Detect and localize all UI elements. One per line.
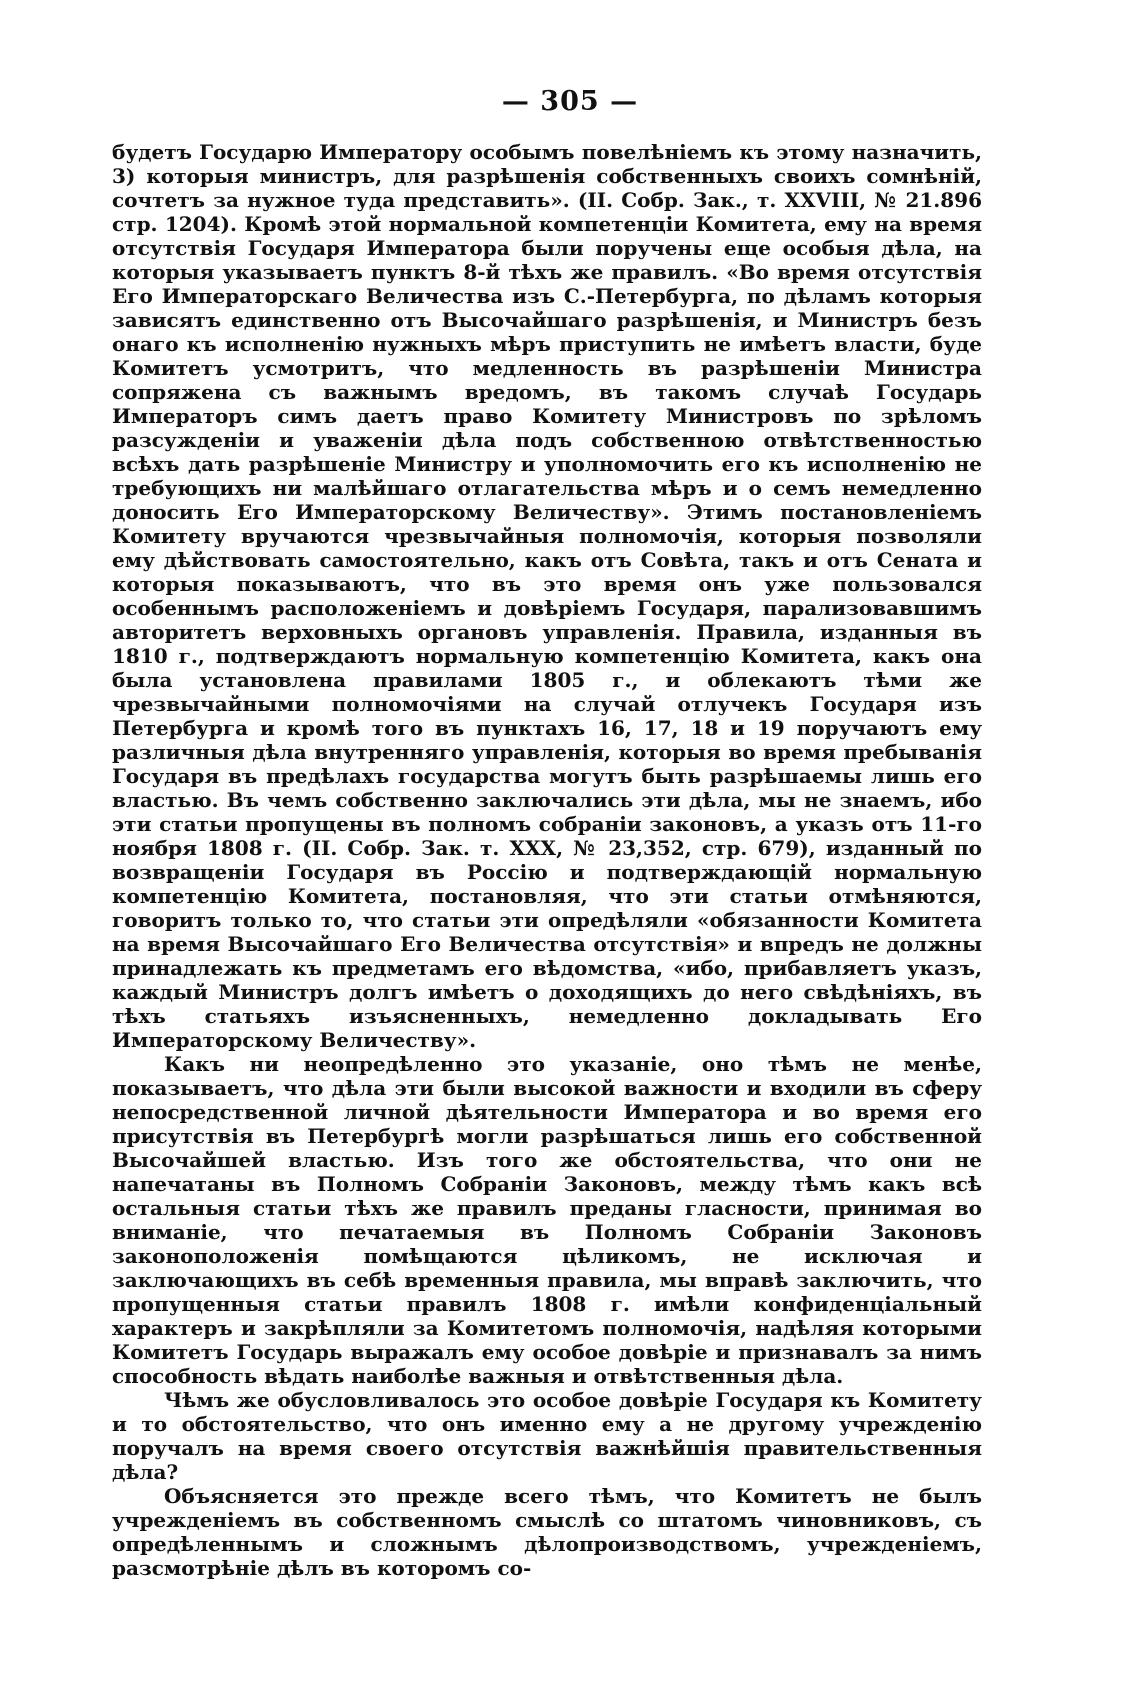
paragraph-3: Чѣмъ же обусловливалось это особое довѣріе Государя къ Комитету и то обстоятельство, что онъ именно ему а не другому учрежденію поручалъ на время своего отсутствія важнѣйшія правительственныя дѣла?: [112, 1388, 982, 1484]
paragraph-4: Объясняется это прежде всего тѣмъ, что Комитетъ не былъ учрежденіемъ въ собственномъ смыслѣ со штатомъ чиновниковъ, съ опредѣленнымъ и сложнымъ дѣлопроизводствомъ, учрежденіемъ, разсмотрѣніе дѣлъ въ которомъ со-: [112, 1484, 982, 1580]
paragraph-2: Какъ ни неопредѣленно это указаніе, оно тѣмъ не менѣе, показываетъ, что дѣла эти были высокой важности и входили въ сферу непосредственной личной дѣятельности Императора и во время его присутствія въ Петербургѣ могли разрѣшаться лишь его собственной Высочайшей властью. Изъ того же обстоятельства, что они не напечатаны въ Полномъ Собраніи Законовъ, между тѣмъ какъ всѣ остальныя статьи тѣхъ же правилъ преданы гласности, принимая во вниманіе, что печатаемыя въ Полномъ Собраніи Законовъ законоположенія помѣщаются цѣликомъ, не исключая и заключающихъ въ себѣ временныя правила, мы вправѣ заключить, что пропущенныя статьи правилъ 1808 г. имѣли конфиденціальный характеръ и закрѣпляли за Комитетомъ полномочія, надѣляя которыми Комитетъ Государь выражалъ ему особое довѣріе и признавалъ за нимъ способность вѣдать наиболѣе важныя и отвѣтственныя дѣла.: [112, 1052, 982, 1388]
paragraph-1: будетъ Государю Императору особымъ повелѣніемъ къ этому назначить, 3) которыя министръ, для разрѣшенія собственныхъ своихъ сомнѣній, сочтетъ за нужное туда представить». (II. Собр. Зак., т. XXVIII, № 21.896 стр. 1204). Кромѣ этой нормальной компетенціи Комитета, ему на время отсутствія Государя Императора были поручены еще особыя дѣла, на которыя указываетъ пунктъ 8-й тѣхъ же правилъ. «Во время отсутствія Его Императорскаго Величества изъ С.-Петербурга, по дѣламъ которыя зависятъ единственно отъ Высочайшаго разрѣшенія, и Министръ безъ онаго къ исполненію нужныхъ мѣръ приступить не имѣетъ власти, буде Комитетъ усмотритъ, что медленность въ разрѣшеніи Министра сопряжена съ важнымъ вредомъ, въ такомъ случаѣ Государь Императоръ симъ даетъ право Комитету Министровъ по зрѣломъ разсужденіи и уваженіи дѣла подъ собственною отвѣтственностью всѣхъ дать разрѣшеніе Министру и уполномочить его къ исполненію не требующихъ ни малѣйшаго отлагательства мѣръ и о семъ немедленно доносить Его Императорскому Величеству». Этимъ постановленіемъ Комитету вручаются чрезвычайныя полномочія, которыя позволяли ему дѣйствовать самостоятельно, какъ отъ Совѣта, такъ и отъ Сената и которыя показываютъ, что въ это время онъ уже пользовался особеннымъ расположеніемъ и довѣріемъ Государя, парализовавшимъ авторитетъ верховныхъ органовъ управленія. Правила, изданныя въ 1810 г., подтверждаютъ нормальную компетенцію Комитета, какъ она была установлена правилами 1805 г., и облекаютъ тѣми же чрезвычайными полномочіями на случай отлучекъ Государя изъ Петербурга и кромѣ того въ пунктахъ 16, 17, 18 и 19 поручаютъ ему различныя дѣла внутренняго управленія, которыя во время пребыванія Государя въ предѣлахъ государства могутъ быть разрѣшаемы лишь его властью. Въ чемъ собственно заключались эти дѣла, мы не знаемъ, ибо эти статьи пропущены въ полномъ собраніи законовъ, а указъ отъ 11-го ноября 1808 г. (II. Собр. Зак. т. XXX, № 23,352, стр. 679), изданный по возвращеніи Государя въ Россію и подтверждающій нормальную компетенцію Комитета, постановляя, что эти статьи отмѣняются, говоритъ только то, что статьи эти опредѣляли «обязанности Комитета на время Высочайшаго Его Величества отсутствія» и впредъ не должны принадлежать къ предметамъ его вѣдомства, «ибо, прибавляетъ указъ, каждый Министръ долгъ имѣетъ о доходящихъ до него свѣдѣніяхъ, въ тѣхъ статьяхъ изъясненныхъ, немедленно докладывать Его Императорскому Величеству».: [112, 140, 982, 1052]
body-text: [112, 140, 982, 1580]
page-number: — 305 —: [501, 86, 639, 117]
